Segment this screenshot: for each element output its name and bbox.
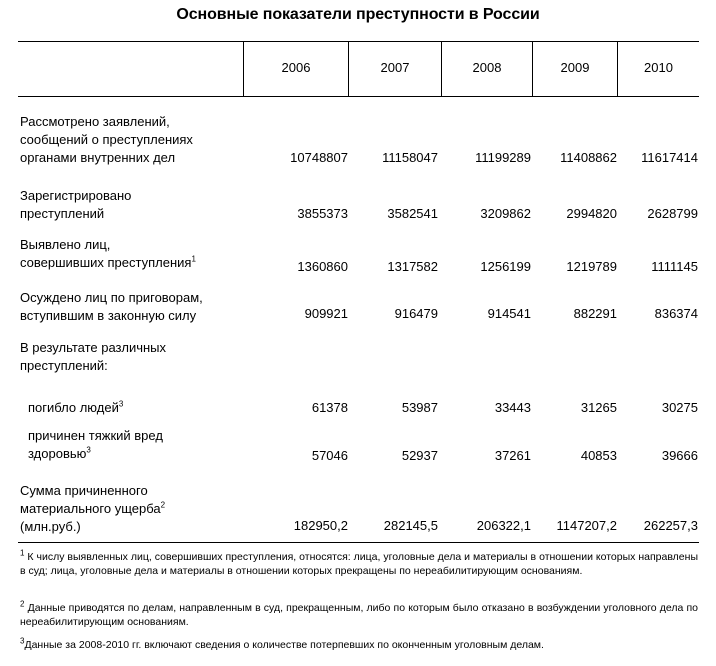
table-cell: 37261: [494, 448, 531, 463]
table-cell: 909921: [304, 306, 348, 321]
table-cell: 3209862: [480, 206, 531, 221]
table-cell: 1317582: [387, 259, 438, 274]
table-cell: 1256199: [480, 259, 531, 274]
table-cell: 2994820: [566, 206, 617, 221]
table-cell: 11408862: [560, 150, 617, 165]
table-cell: 1219789: [566, 259, 617, 274]
table-cell: 836374: [654, 306, 698, 321]
table-cell: 914541: [487, 306, 531, 321]
footnote-ref: 3: [118, 399, 124, 409]
table-cell: 262257,3: [643, 518, 698, 533]
section-label: В результате различных преступлений:: [20, 340, 167, 373]
table-cell: 53987: [401, 400, 438, 415]
table-cell: 11199289: [475, 150, 531, 165]
table-cell: 61378: [311, 400, 348, 415]
table-cell: 2628799: [647, 206, 698, 221]
table-cell: 1111145: [651, 259, 698, 274]
table-cell: 1360860: [297, 259, 348, 274]
table-cell: 40853: [580, 448, 617, 463]
footnote: $^3$Данные за 2008-2010 гг. включают сведения о количестве потерпевших по оконченным уголовным делам.: [20, 636, 544, 651]
header-bottom-border: [18, 96, 699, 97]
row-label: Осуждено лиц по приговорам, вступившим в законную силу: [20, 290, 203, 323]
footnote-ref: 2: [160, 500, 166, 510]
table-cell: 52937: [401, 448, 438, 463]
table-cell: 33443: [494, 400, 531, 415]
table-cell: 182950,2: [293, 518, 348, 533]
table-cell: 282145,5: [383, 518, 438, 533]
table-cell: 11617414: [641, 150, 698, 165]
year-header: 2009: [560, 60, 590, 75]
row-label: Рассмотрено заявлений, сообщений о преступлениях органами внутренних дел: [20, 114, 193, 165]
year-header: 2007: [380, 60, 410, 75]
table-cell: 3582541: [387, 206, 438, 221]
footnote-mark: 2: [20, 599, 25, 609]
table-cell: 30275: [661, 400, 698, 415]
row-label: Зарегистрировано преступлений: [20, 188, 132, 221]
table-top-border: [18, 41, 699, 42]
table-bottom-border: [18, 542, 699, 543]
table-cell: 882291: [573, 306, 617, 321]
row-label: погибло людей$^3$: [28, 399, 124, 415]
footnote-ref: 1: [191, 254, 196, 264]
table-cell: 916479: [394, 306, 438, 321]
table-cell: 206322,1: [476, 518, 531, 533]
year-header: 2006: [281, 60, 311, 75]
row-label: Сумма причиненного материального ущерба$^2$ (млн.руб.): [20, 483, 166, 534]
table-cell: 1147207,2: [556, 518, 617, 533]
footnote-mark: 1: [20, 548, 25, 558]
table-cell: 10748807: [290, 150, 348, 165]
table-cell: 57046: [311, 448, 348, 463]
table-cell: 3855373: [297, 206, 348, 221]
row-label: Выявлено лиц, совершивших преступления$^1$: [20, 237, 196, 270]
year-header: 2010: [644, 60, 673, 75]
table-cell: 11158047: [382, 150, 438, 165]
footnote-ref: 3: [86, 445, 91, 455]
footnote: $^1$ К числу выявленных лиц, совершивших преступления, относятся: лица, уголовные дела и материалы в отношении которых направлены в суд; лица, уголовные дела и материалы в отношении которых прекращены по нереабилитирующим основаниям.: [20, 548, 698, 577]
table-cell: 39666: [661, 448, 698, 463]
row-label: причинен тяжкий вред здоровью$^3$: [28, 428, 163, 461]
table-title: Основные показатели преступности в России: [176, 6, 540, 23]
year-header: 2008: [472, 60, 502, 75]
table-cell: 31265: [580, 400, 617, 415]
footnote-mark: 3: [20, 636, 25, 646]
footnote: $^2$ Данные приводятся по делам, направленным в суд, прекращенным, либо по которым было отказано в возбуждении уголовного дела по нереабилитирующим основаниям.: [20, 599, 699, 628]
